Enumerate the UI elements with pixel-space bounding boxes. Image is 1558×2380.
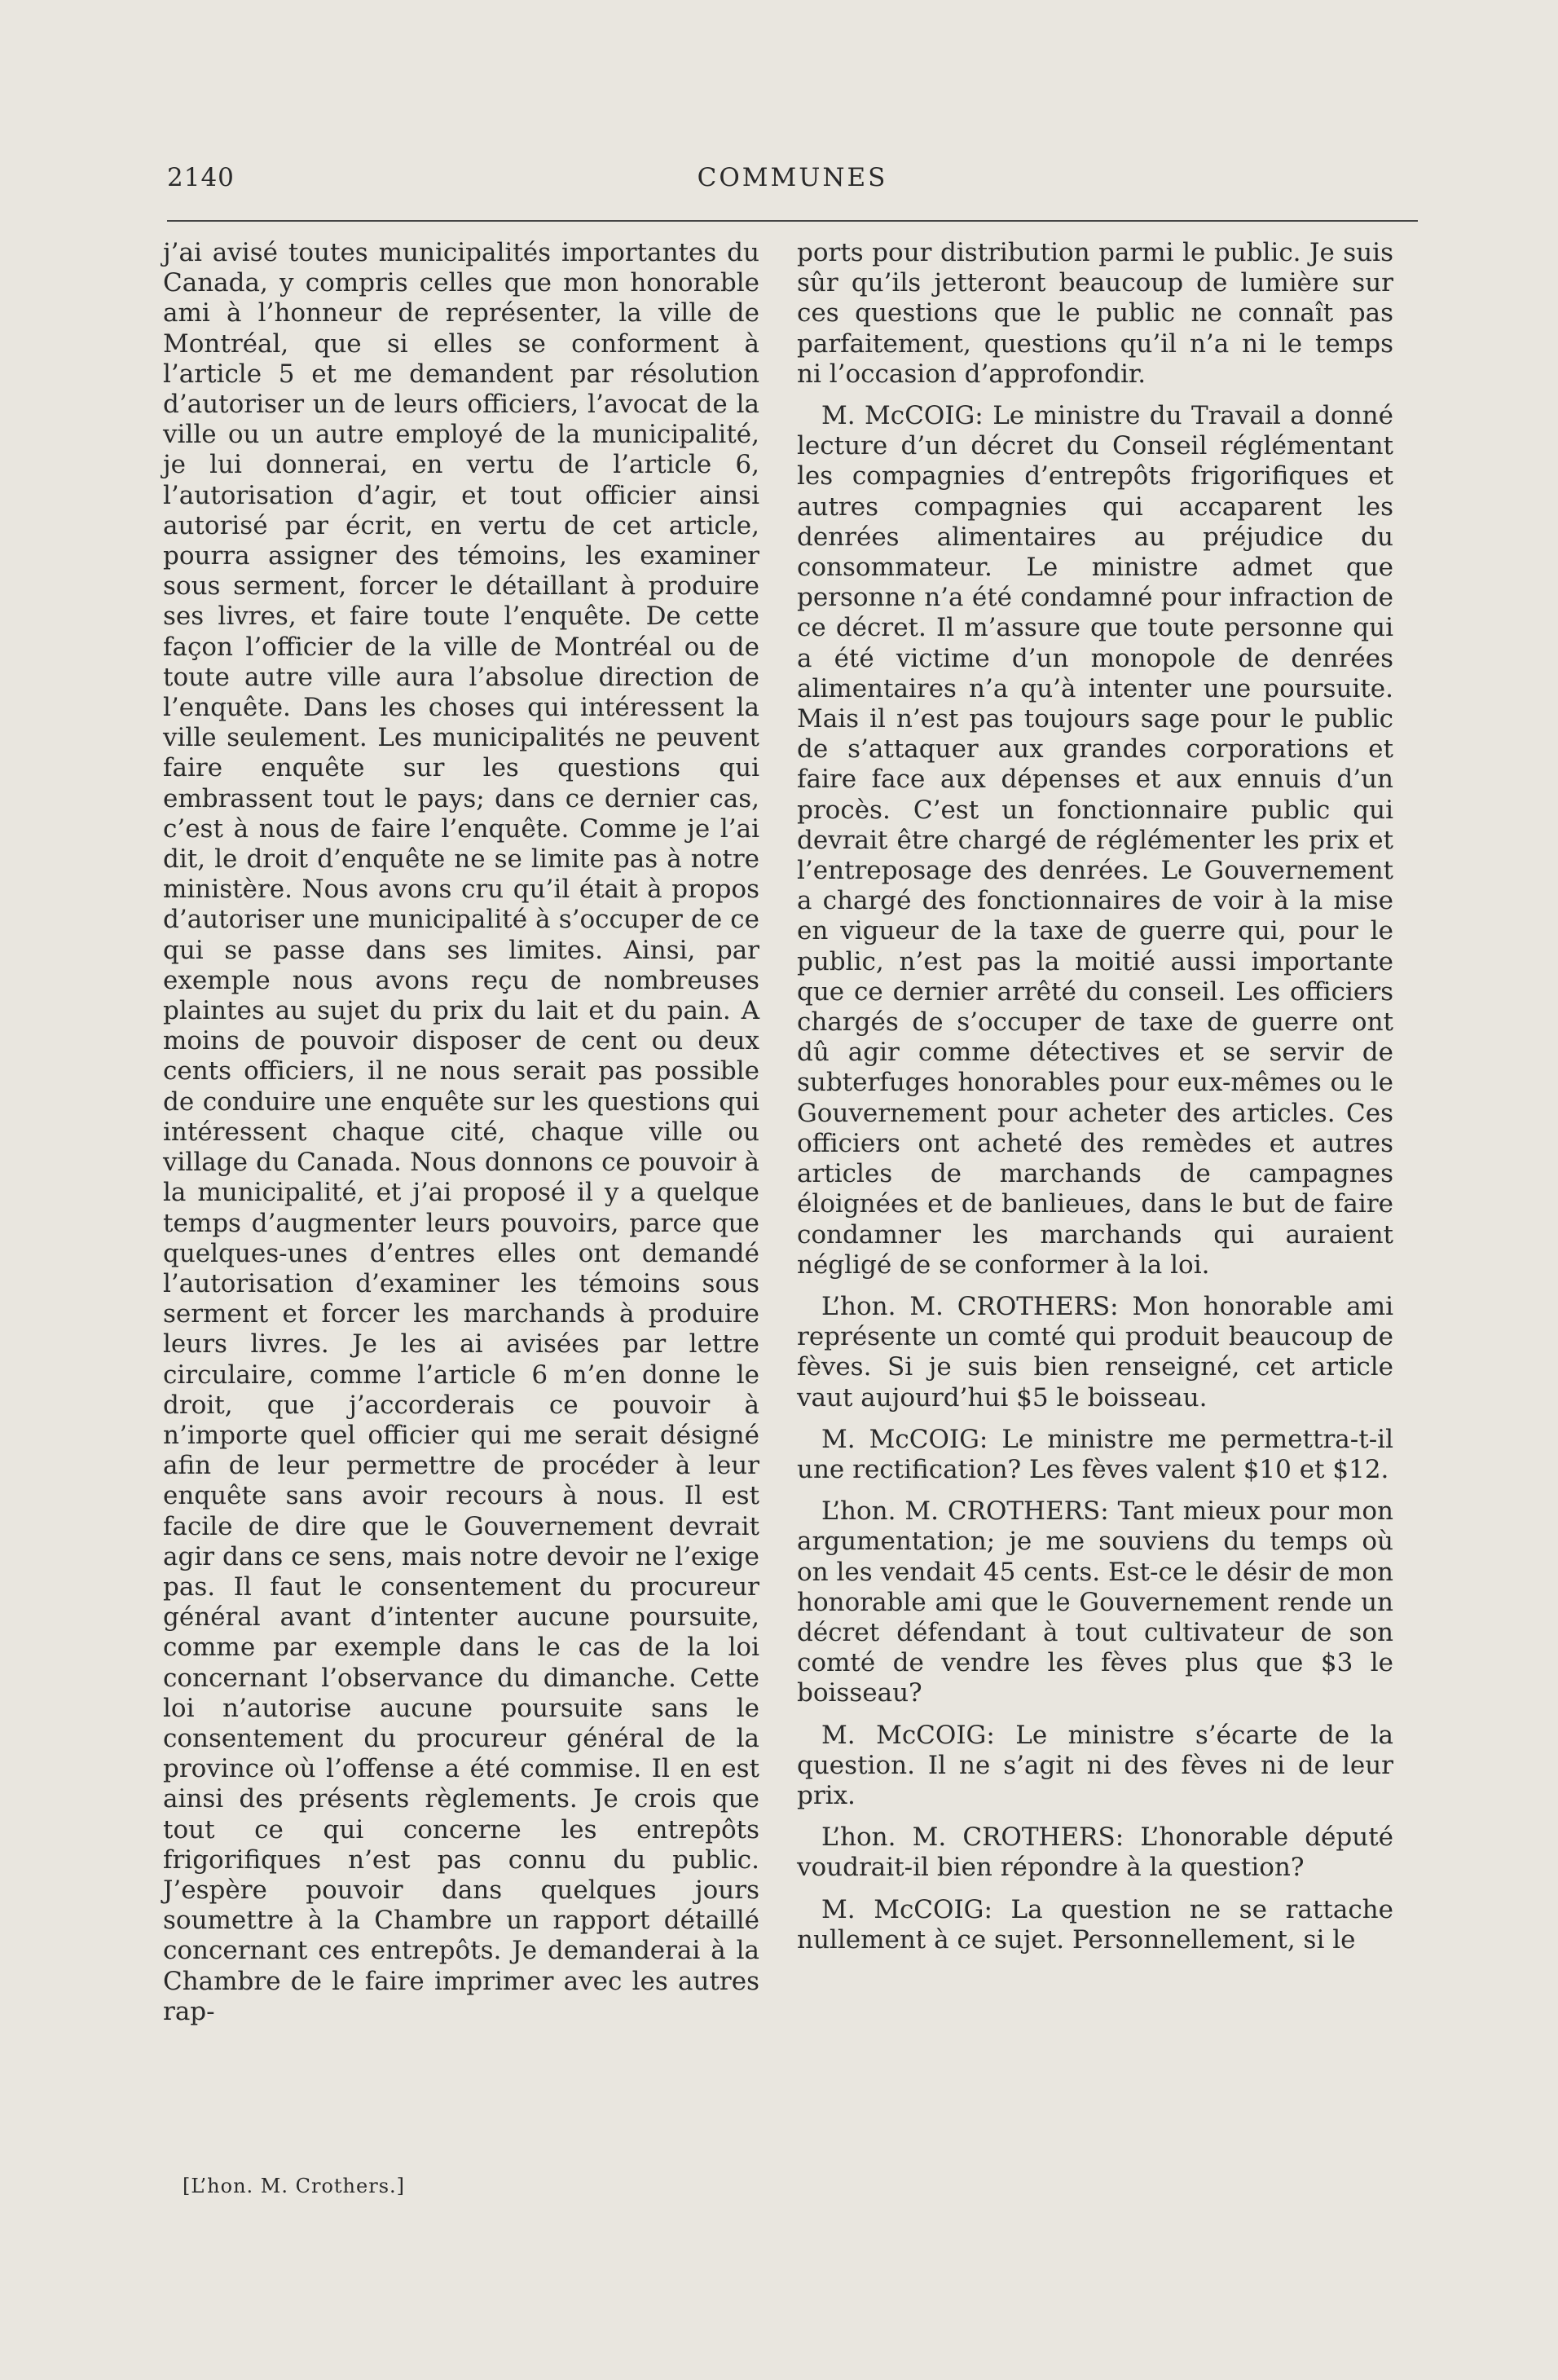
paragraph: M. McCOIG: Le ministre du Travail a donné lecture d’un décret du Conseil réglémentant les compagnies d’entrepôts frigorifiques et autres compagnies qui accaparent les denrées alimentaires au préjudice du consommateur. Le ministre admet que personne n’a été condamné pour infraction de ce décret. Il m’assure que toute personne qui a été victime d’un monopole de denrées alimentaires n’a qu’à intenter une poursuite. Mais il n’est pas toujours sage pour le public de s’attaquer aux grandes corporations et faire face aux dépenses et aux ennuis d’un procès. C’est un fonctionnaire public qui devrait être chargé de réglémenter les prix et l’entreposage des denrées. Le Gouvernement a chargé des fonctionnaires de voir à la mise en vigueur de la taxe de guerre qui, pour le public, n’est pas la moitié aussi importante que ce dernier arrêté du conseil. Les officiers chargés de s’occuper de taxe de guerre ont dû agir comme détectives et se servir de subterfuges honorables pour eux-mêmes ou le Gouvernement pour acheter des articles. Ces officiers ont acheté des remèdes et autres articles de marchands de campagnes éloignées et de banlieues, dans le but de faire condamner les marchands qui auraient négligé de se conformer à la loi.	[797, 401, 1393, 1280]
page-title: COMMUNES	[697, 163, 888, 192]
paragraph: L’hon. M. CROTHERS: L’honorable député voudrait-il bien répondre à la question?	[797, 1822, 1393, 1883]
paragraph: L’hon. M. CROTHERS: Mon honorable ami représente un comté qui produit beaucoup de fèves. Si je suis bien renseigné, cet article vaut aujourd’hui $5 le boisseau.	[797, 1291, 1393, 1413]
header-rule	[167, 220, 1418, 222]
paragraph: ports pour distribution parmi le public. Je suis sûr qu’ils jetteront beaucoup de lumière sur ces questions que le public ne connaît pas parfaitement, questions qu’il n’a ni le temps ni l’occasion d’approfondir.	[797, 238, 1393, 389]
paragraph: M. McCOIG: La question ne se rattache nullement à ce sujet. Personnellement, si le	[797, 1894, 1393, 1955]
paragraph: L’hon. M. CROTHERS: Tant mieux pour mon argumentation; je me souviens du temps où on les vendait 45 cents. Est-ce le désir de mon honorable ami que le Gouvernement rende un décret défendant à tout cultivateur de son comté de vendre les fèves plus que $3 le boisseau?	[797, 1496, 1393, 1708]
paragraph: M. McCOIG: Le ministre me permettra-t-il une rectification? Les fèves valent $10 et $12.	[797, 1424, 1393, 1484]
page-header	[167, 163, 1418, 204]
speaker-footer: [L’hon. M. Crothers.]	[183, 2175, 405, 2197]
page-number: 2140	[167, 163, 235, 192]
right-column	[797, 238, 1393, 1955]
paragraph: M. McCOIG: Le ministre s’écarte de la question. Il ne s’agit ni des fèves ni de leur prix.	[797, 1720, 1393, 1810]
paragraph: j’ai avisé toutes municipalités importantes du Canada, y compris celles que mon honorable ami à l’honneur de représenter, la ville de Montréal, que si elles se conforment à l’article 5 et me demandent par résolution d’autoriser un de leurs officiers, l’avocat de la ville ou un autre employé de la municipalité, je lui donnerai, en vertu de l’article 6, l’autorisation d’agir, et tout officier ainsi autorisé par écrit, en vertu de cet article, pourra assigner des témoins, les examiner sous serment, forcer le détaillant à produire ses livres, et faire toute l’enquête. De cette façon l’officier de la ville de Montréal ou de toute autre ville aura l’absolue direction de l’enquête. Dans les choses qui intéressent la ville seulement. Les municipalités ne peuvent faire enquête sur les questions qui embrassent tout le pays; dans ce dernier cas, c’est à nous de faire l’enquête. Comme je l’ai dit, le droit d’enquête ne se limite pas à notre ministère. Nous avons cru qu’il était à propos d’autoriser une municipalité à s’occuper de ce qui se passe dans ses limites. Ainsi, par exemple nous avons reçu de nombreuses plaintes au sujet du prix du lait et du pain. A moins de pouvoir disposer de cent ou deux cents officiers, il ne nous serait pas possible de conduire une enquête sur les questions qui intéressent chaque cité, chaque ville ou village du Canada. Nous donnons ce pouvoir à la municipalité, et j’ai proposé il y a quelque temps d’augmenter leurs pouvoirs, parce que quelques-unes d’entres elles ont demandé l’autorisation d’examiner les témoins sous serment et forcer les marchands à produire leurs livres. Je les ai avisées par lettre circulaire, comme l’article 6 m’en donne le droit, que j’accorderais ce pouvoir à n’importe quel officier qui me serait désigné afin de leur permettre de procéder à leur enquête sans avoir recours à nous. Il est facile de dire que le Gouvernement devrait agir dans ce sens, mais notre devoir ne l’exige pas. Il faut le consentement du procureur général avant d’intenter aucune poursuite, comme par exemple dans le cas de la loi concernant l’observance du dimanche. Cette loi n’autorise aucune poursuite sans le consentement du procureur général de la province où l’offense a été commise. Il en est ainsi des présents règlements. Je crois que tout ce qui concerne les entrepôts frigorifiques n’est pas connu du public. J’espère pouvoir dans quelques jours soumettre à la Chambre un rapport détaillé concernant ces entrepôts. Je demanderai à la Chambre de le faire imprimer avec les autres rap-	[163, 238, 759, 2026]
left-column	[163, 238, 759, 2027]
